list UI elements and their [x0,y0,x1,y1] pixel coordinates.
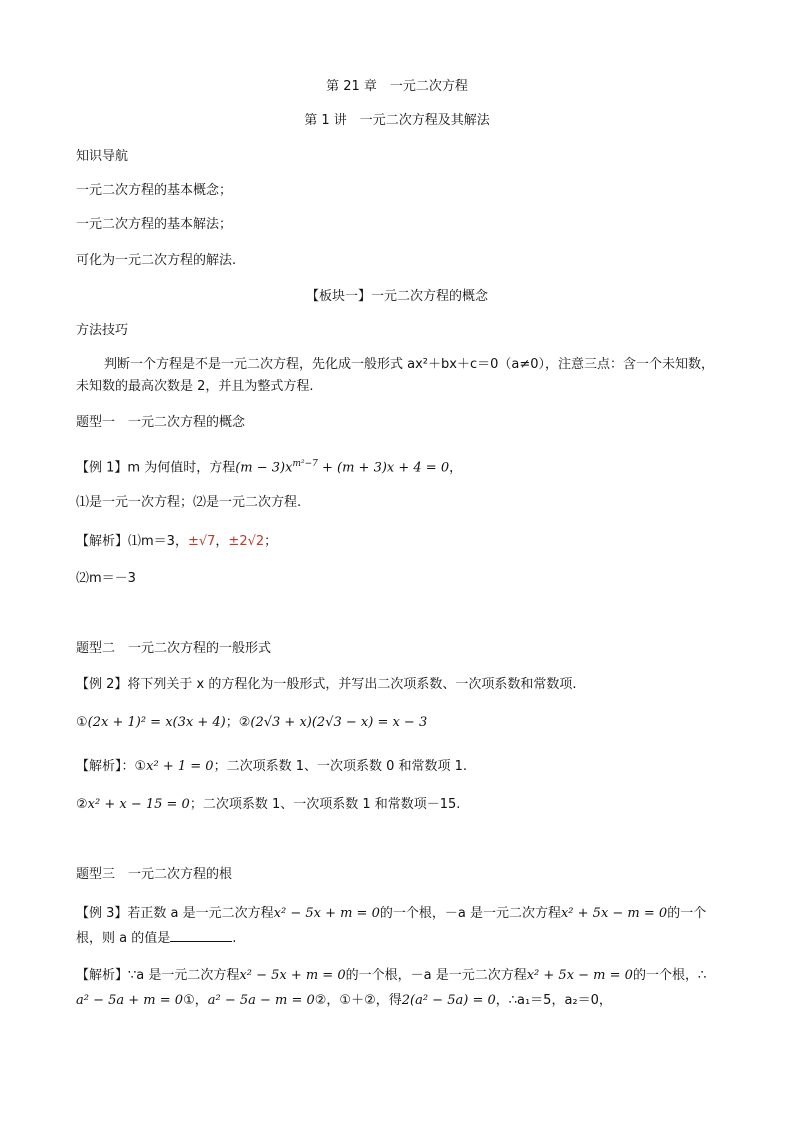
eq1: (2x + 1)² = x(3x + 4) [87,715,226,730]
method-text-line1: 判断一个方程是不是一元二次方程，先化成一般形式 ax²＋bx＋c＝0（a≠0），注意三点：含一个未知数， [104,357,714,372]
nav-heading: 知识导航 [76,149,129,164]
solution3-eq4: a² − 5a − m = 0 [207,993,315,1008]
example3-eq2: x² + 5x − m = 0 [560,906,668,921]
method-text-line2: 未知数的最高次数是 2，并且为整式方程. [76,379,314,394]
example3-text-c: 的一个 [667,906,707,921]
lecture-title: 第 1 讲 一元二次方程及其解法 [304,113,490,128]
example2-text: 将下列关于 x 的方程化为一般形式，并写出二次项系数、一次项系数和常数项. [127,677,577,692]
example1-label: 【例 1】 [76,460,128,476]
solution3-text-f: ，∴a₁＝5，a₂＝0， [495,993,612,1008]
solution2-mark2: ② [76,797,88,812]
example1-text: m 为何值时，方程 [127,460,236,476]
example2 [76,676,577,694]
solution2-text1: ；二次项系数 1、一次项系数 0 和常数项 1. [213,759,468,774]
example3-text-a: 若正数 a 是一元二次方程 [127,906,274,921]
solution1-line2: ⑵m＝－3 [76,571,136,586]
solution2-eq2: x² + x − 15 = 0 [87,797,190,812]
solution1-line1 [76,533,277,551]
chapter-title: 第 21 章 一元二次方程 [326,79,468,94]
solution3-text-e: ②，①＋②，得 [314,993,402,1008]
solution3-line1 [76,967,706,985]
eq2-mark: ② [238,715,251,730]
example2-equations [76,714,427,732]
method-heading: 方法技巧 [76,323,129,338]
solution3-eq3: a² − 5a + m = 0 [76,993,184,1008]
solution2-text2: ；二次项系数 1、一次项系数 1 和常数项－15. [189,797,461,812]
example3-text-e: . [232,931,237,946]
solution1-part1: ⑴m＝3， [128,534,188,549]
type2-heading: 题型二 一元二次方程的一般形式 [76,641,272,656]
nav-item: 可化为一元二次方程的解法. [76,253,237,268]
solution1-label: 【解析】 [76,534,129,549]
eq-sep: ； [225,715,239,730]
solution1-root-b: ±2√2 [228,534,265,549]
example3-label: 【例 3】 [76,906,128,921]
solution3-text-c: 的一个根，∴ [632,968,707,983]
eq1-mark: ① [76,715,88,730]
example3-eq1: x² − 5x + m = 0 [273,906,380,921]
solution2-label: 【解析】： [76,759,135,774]
nav-item: 一元二次方程的基本解法； [76,217,233,232]
solution3-label: 【解析】 [76,968,129,983]
example1-equation-b: + (m + 3)x + 4 = 0 [317,460,450,476]
example1-parts: ⑴是一元一次方程；⑵是一元二次方程. [76,495,302,510]
example1-equation-a: (m − 3)x [235,460,293,476]
example3-line2 [76,929,236,948]
solution3-eq1: x² − 5x + m = 0 [239,968,346,983]
solution1-sep: ， [215,534,229,549]
type1-heading: 题型一 一元二次方程的概念 [76,415,246,430]
example3-text-d: 根，则 a 的值是 [76,931,171,946]
answer-blank[interactable] [170,929,232,942]
example1-exponent: m²−7 [292,459,318,469]
eq2: (2√3 + x)(2√3 − x) = x − 3 [250,715,428,730]
solution2-mark1: ① [134,759,147,774]
solution2-line1 [76,758,467,776]
example1-equation-end: ， [449,460,463,476]
solution3-eq2: x² + 5x − m = 0 [526,968,633,983]
example2-label: 【例 2】 [76,677,128,692]
solution2-line2 [76,796,460,814]
solution3-eq5: 2(a² − 5a) = 0 [401,993,496,1008]
example3-text-b: 的一个根，－a 是一元二次方程 [379,906,561,921]
solution3-text-d: ①， [183,993,208,1008]
solution3-line2 [76,992,612,1010]
example3-line1 [76,905,706,923]
solution2-eq1: x² + 1 = 0 [146,759,214,774]
nav-item: 一元二次方程的基本概念； [76,183,233,198]
solution3-text-b: 的一个根，－a 是一元二次方程 [345,968,527,983]
type3-heading: 题型三 一元二次方程的根 [76,867,233,882]
example1 [76,455,462,477]
solution1-root-a: ±√7 [187,534,216,549]
solution3-text-a: ∵a 是一元二次方程 [128,968,240,983]
block1-title: 【板块一】一元二次方程的概念 [305,289,488,304]
solution1-end: ； [264,534,278,549]
